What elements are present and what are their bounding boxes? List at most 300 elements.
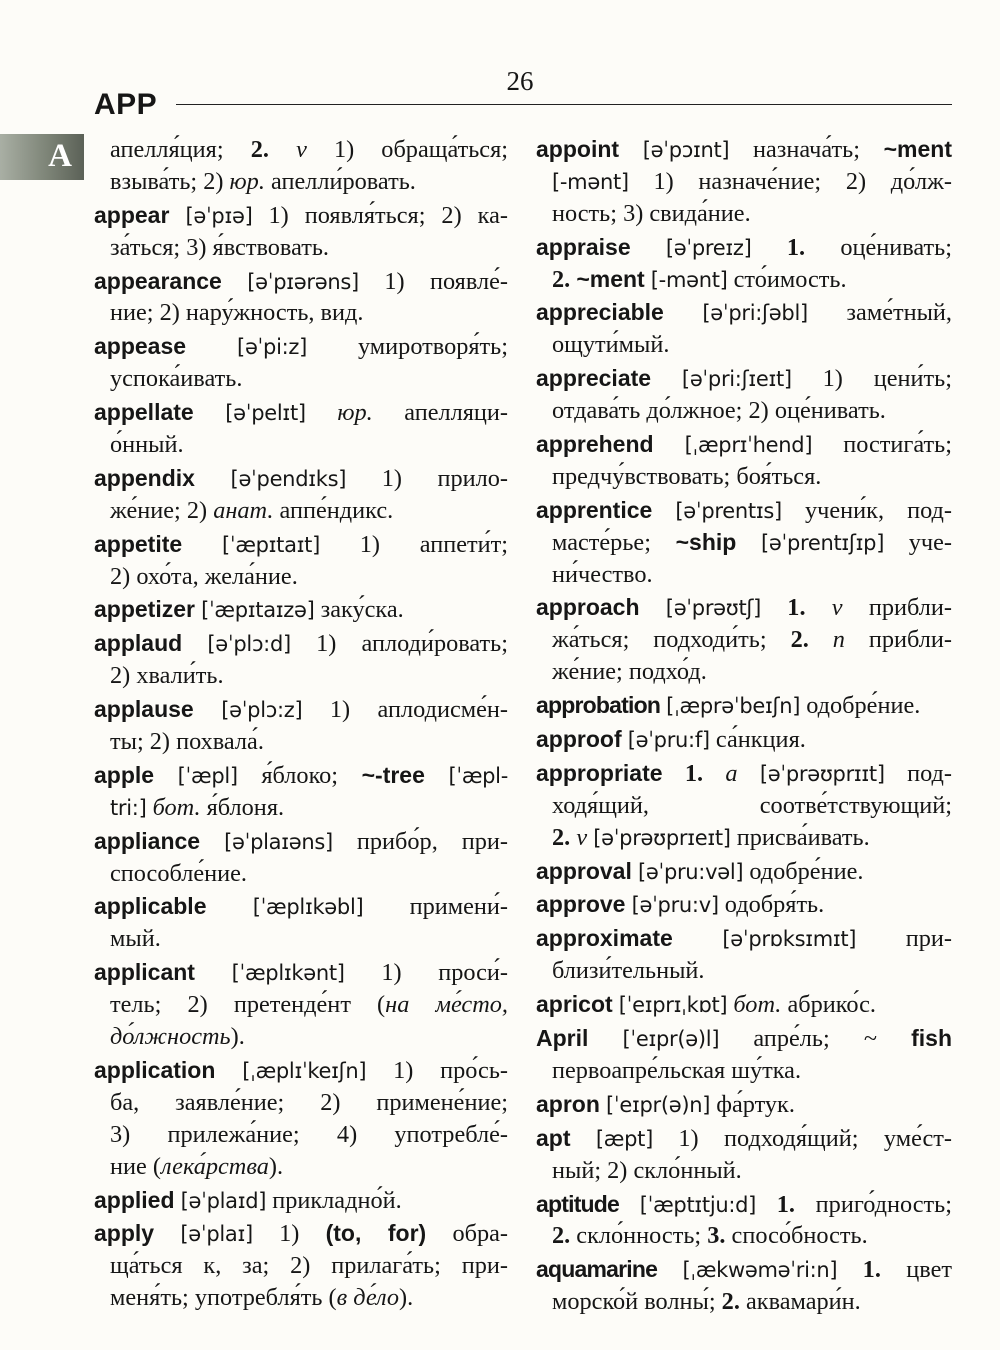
entry-line — [536, 1286, 952, 1318]
headword: applicant — [94, 959, 195, 986]
entry-line — [94, 297, 508, 329]
headword: application — [94, 1056, 216, 1083]
label-italic: анат. — [213, 496, 274, 524]
entry-text: успока́ивать. — [110, 365, 243, 393]
transcription: [ˌækwəməˈri:n] — [682, 1258, 838, 1283]
running-head: APP — [94, 88, 158, 121]
entry-text — [154, 762, 178, 789]
entry-text: сто́имость. — [727, 265, 847, 293]
transcription: [ˈæplɪkəbl] — [252, 895, 364, 920]
entry-text: ходя́щий, соотве́тствующий; — [552, 791, 952, 819]
headword: appetite — [94, 530, 183, 557]
derivative-word: ~-tree — [361, 761, 425, 788]
sense-number: 1. — [787, 594, 806, 622]
headword: apt — [536, 1124, 571, 1151]
entry-text: апелли́ровать. — [264, 167, 416, 195]
entry-text — [652, 497, 675, 524]
label-italic: лека́рства — [160, 1152, 269, 1180]
entry-text: жа́ться; подходи́ть; — [552, 626, 791, 654]
headword: appoint — [536, 136, 620, 162]
entry-line — [536, 134, 952, 166]
entry-text: назнача́ть; — [729, 136, 884, 163]
entry-line — [94, 694, 508, 726]
entry-line — [536, 1089, 952, 1121]
entry-text: прикладно́й. — [266, 1186, 402, 1214]
headword: appetizer — [94, 596, 195, 623]
entry-text: 1) про́сь- — [366, 1056, 509, 1084]
entry-text: одобре́ние. — [800, 692, 921, 720]
headword: appraise — [536, 233, 631, 260]
entry-text: ты; 2) похвала́. — [110, 728, 264, 756]
entry-text — [169, 202, 185, 229]
headword: applause — [94, 696, 194, 723]
transcription: [ˈæpɪtaɪzə] — [201, 598, 315, 623]
entry-text — [194, 696, 221, 723]
entry-line — [94, 1282, 508, 1314]
entry-line — [94, 760, 508, 792]
entry-line — [536, 624, 952, 656]
entry-line — [536, 1055, 952, 1087]
entry-text — [306, 399, 338, 426]
dictionary-column-left — [94, 134, 508, 1314]
entry-text: апре́ль; ~ — [719, 1025, 912, 1053]
label-italic: бот. — [152, 793, 201, 821]
headword: aptitude — [536, 1190, 620, 1217]
entry-line — [536, 724, 952, 756]
entry-text — [154, 1220, 180, 1247]
transcription: [əˈpru:vəl] — [637, 859, 744, 884]
entry-line — [94, 957, 508, 989]
entry-text: 1) аплоди́ровать; — [290, 630, 508, 658]
entry-text: 3) прилежа́ние; 4) употребле́- — [110, 1120, 508, 1148]
entry-line — [536, 856, 952, 888]
transcription: [əˈplɔ:z] — [221, 698, 303, 723]
entry-line — [94, 561, 508, 593]
sense-number: 3. — [707, 1222, 726, 1250]
sense-number: 1. — [776, 1190, 795, 1218]
entry-text: 1) цени́ть; — [791, 365, 952, 393]
transcription: [əˈplaɪ] — [180, 1222, 253, 1247]
headword: appropriate — [536, 759, 663, 786]
headword: appearance — [94, 267, 222, 294]
entry-text: за́ться; 3) я́вствовать. — [110, 233, 329, 261]
entry-text: 2) хвали́ть. — [110, 662, 224, 690]
entry-text: аппе́ндикс. — [273, 496, 394, 524]
sense-number: 1. — [786, 233, 806, 261]
dictionary-column-right — [536, 134, 952, 1318]
entry-text: 1) проси́- — [344, 959, 509, 987]
entry-text: скло́нность; — [570, 1222, 708, 1250]
entry-line — [94, 495, 508, 527]
entry-text — [571, 1125, 596, 1152]
entry-text: ный; 2) скло́нный. — [552, 1156, 742, 1184]
entry-line — [536, 264, 952, 296]
transcription: [əˈprəʊtʃ] — [665, 596, 762, 621]
thumb-index-tab — [0, 134, 84, 180]
entry-text — [186, 333, 237, 360]
entry-text — [619, 1191, 640, 1218]
entry-text: взыва́ть; 2) — [110, 167, 230, 195]
headword: approof — [536, 726, 622, 753]
sense-number: 2. — [552, 823, 571, 851]
headword: aquamarine — [536, 1256, 658, 1283]
transcription: [əˈprəʊprɪeɪt] — [593, 825, 731, 850]
entry-text — [182, 630, 207, 657]
entry-text: прибли- — [844, 626, 952, 654]
entry-text: ность; 3) свида́ние. — [552, 199, 751, 227]
entry-text — [664, 299, 703, 326]
entry-line — [536, 297, 952, 329]
entry-line — [94, 463, 508, 495]
headword: applaud — [94, 630, 183, 657]
entry-line — [536, 395, 952, 427]
entry-text — [222, 268, 247, 295]
entry-line — [536, 166, 952, 198]
transcription: [ˈeɪpr(ə)n] — [605, 1092, 711, 1117]
headword: apricot — [536, 991, 613, 1018]
headword: approach — [536, 594, 640, 621]
label-italic: юр. — [229, 167, 265, 195]
entry-line — [536, 1123, 952, 1155]
headword: appease — [94, 333, 187, 360]
entry-line — [94, 891, 508, 923]
entry-text — [673, 925, 723, 952]
transcription: [ˌæprɪˈhend] — [684, 433, 813, 458]
entry-line — [94, 166, 508, 198]
entry-line — [94, 660, 508, 692]
entry-text — [738, 760, 760, 787]
entry-text: меня́ть; употребля́ть ( — [110, 1284, 337, 1312]
transcription: [əˈpɪərəns] — [247, 269, 359, 294]
entry-line — [94, 363, 508, 395]
entry-text — [588, 1025, 622, 1052]
sense-number: 1. — [684, 759, 704, 787]
entry-text: умиротворя́ть; — [307, 333, 509, 361]
transcription: [ˈæpl- — [448, 763, 508, 788]
entry-line — [94, 1151, 508, 1183]
entry-line — [94, 792, 508, 824]
entry-line — [536, 232, 952, 264]
transcription: [əˈpi:z] — [237, 335, 307, 360]
label-italic: n — [832, 626, 845, 654]
entry-text: предчу́вствовать; боя́ться. — [552, 462, 822, 490]
entry-line — [536, 889, 952, 921]
headword: approbation — [536, 692, 661, 719]
entry-text — [206, 893, 252, 920]
entry-text: постига́ть; — [812, 431, 952, 459]
label-italic: v — [831, 594, 843, 622]
headword: applied — [94, 1186, 175, 1213]
entry-text: отдава́ть до́лжное; 2) оце́нивать. — [552, 397, 886, 425]
entry-text: ощути́мый. — [552, 331, 670, 359]
entry-text: мый. — [110, 925, 161, 953]
entry-text: апелля́ция; — [110, 136, 251, 163]
entry-text — [657, 1256, 682, 1283]
header-rule — [176, 104, 952, 105]
entry-text: под- — [884, 759, 952, 787]
entry-text: же́ние; подхо́д. — [552, 658, 707, 686]
entry-line — [94, 529, 508, 561]
label-italic: на ме́сто, — [385, 991, 508, 1019]
entry-line — [536, 559, 952, 591]
entry-text: же́ние; 2) — [110, 496, 214, 524]
derivative-word: ~ment — [883, 136, 953, 162]
transcription: [əˈpendɪks] — [230, 466, 347, 491]
entry-text: 2) охо́та, жела́ние. — [110, 562, 298, 590]
transcription: [əˈpɪə] — [185, 203, 253, 228]
entry-text — [837, 1256, 862, 1283]
entry-text — [182, 531, 222, 558]
transcription: [əˈpru:f] — [627, 728, 710, 753]
entry-text — [425, 762, 449, 789]
label-italic: a — [725, 759, 738, 787]
transcription: [əˈplɔ:d] — [207, 632, 291, 657]
headword: appreciable — [536, 299, 664, 326]
entry-text: близи́тельный. — [552, 957, 705, 985]
transcription: [ˈæpl] — [177, 763, 238, 788]
entry-text — [195, 959, 232, 986]
entry-text — [806, 594, 832, 621]
entry-text: 1) обраща́ться; — [306, 136, 509, 163]
entry-text: 1) аппети́т; — [320, 530, 508, 558]
entry-line — [94, 826, 508, 858]
entry-line — [536, 1023, 952, 1055]
entry-text: ). — [399, 1284, 414, 1312]
headword: apple — [94, 761, 155, 788]
entry-line — [536, 790, 952, 822]
entry-text: аквамари́н. — [739, 1288, 861, 1316]
headword: approximate — [536, 925, 673, 952]
entry-line — [94, 1055, 508, 1087]
transcription: [əˈplaɪd] — [180, 1188, 267, 1213]
entry-line — [94, 989, 508, 1021]
transcription: [əˈplaɪəns] — [224, 829, 333, 854]
transcription: [-mənt] — [552, 169, 629, 194]
headword: appliance — [94, 827, 201, 854]
sense-number: 1. — [862, 1256, 881, 1284]
sense-number: 2. — [552, 265, 571, 293]
page-number: 26 — [506, 66, 534, 96]
entry-text — [736, 529, 761, 556]
headword: applicable — [94, 893, 207, 920]
entry-text — [269, 136, 296, 163]
transcription: [ˈeɪprɪˌkɒt] — [618, 993, 728, 1018]
headword: approval — [536, 857, 632, 884]
label-italic: юр. — [337, 399, 373, 427]
transcription: [ˌæplɪˈkeɪʃn] — [242, 1058, 367, 1083]
entry-text — [195, 465, 231, 492]
entry-text: о́нный. — [110, 431, 184, 459]
entry-text — [756, 1191, 777, 1218]
entry-text — [215, 1057, 242, 1084]
entry-text: одобре́ние. — [743, 857, 864, 885]
entry-text: абрико́с. — [781, 991, 876, 1019]
transcription: [əˈpri:ʃəbl] — [702, 301, 808, 326]
entry-text: морско́й волны́; — [552, 1288, 722, 1316]
entry-line — [536, 923, 952, 955]
derivative-word: (to, for) — [325, 1220, 427, 1247]
entry-text: обра- — [426, 1220, 508, 1248]
derivative-word: ~ship — [675, 528, 737, 555]
transcription: [əˈpreɪz] — [665, 235, 752, 260]
entry-text: ние ( — [110, 1152, 161, 1180]
entry-text — [654, 431, 685, 458]
headword: apprehend — [536, 431, 654, 458]
entry-text: первоапре́льская шу́тка. — [552, 1056, 802, 1084]
entry-line — [94, 397, 508, 429]
entry-line — [94, 1185, 508, 1217]
entry-text: заме́тный, — [807, 299, 952, 327]
label-italic: v — [576, 823, 588, 851]
entry-line — [94, 628, 508, 660]
entry-line — [94, 1087, 508, 1119]
entry-text: масте́рье; — [552, 528, 676, 556]
derivative-word: ~ment — [576, 265, 645, 292]
entry-text: приго́дность; — [795, 1190, 952, 1218]
entry-text — [640, 594, 666, 621]
entry-line — [536, 758, 952, 790]
entry-line — [536, 1155, 952, 1187]
entry-line — [536, 527, 952, 559]
entry-text: я́блоко; — [237, 761, 362, 789]
transcription: [əˈpɔɪnt] — [642, 138, 730, 162]
entry-text: 1) — [252, 1220, 326, 1248]
entry-text — [194, 399, 226, 426]
entry-line — [536, 656, 952, 688]
headword: appellate — [94, 399, 194, 426]
headword: approve — [536, 891, 626, 918]
entry-text: апелляци- — [372, 399, 508, 427]
label-italic: до́лжность — [110, 1023, 231, 1051]
label-italic: в де́ло — [336, 1284, 400, 1312]
entry-text: уче- — [884, 528, 952, 556]
transcription: [ˈæpɪtaɪt] — [221, 532, 321, 557]
transcription: [əˈprɒksɪmɪt] — [722, 927, 857, 952]
entry-text: способле́ние. — [110, 859, 248, 887]
transcription: [-mənt] — [650, 267, 728, 292]
entry-text — [200, 828, 224, 855]
entry-text: 1) подходя́щий; уме́ст- — [652, 1124, 952, 1152]
sense-number: 2. — [721, 1288, 740, 1316]
entry-line — [536, 1254, 952, 1286]
entry-text: ). — [268, 1152, 284, 1180]
entry-line — [536, 495, 952, 527]
entry-line — [94, 331, 508, 363]
sense-number: 2. — [250, 136, 269, 163]
transcription: [ˌæprəˈbeɪʃn] — [666, 694, 801, 719]
transcription: [ˈæptɪtju:d] — [639, 1192, 757, 1217]
entry-line — [94, 923, 508, 955]
entry-line — [536, 1189, 952, 1221]
entry-line — [536, 198, 952, 230]
entry-text: ние; 2) нару́жность, вид. — [110, 299, 364, 327]
transcription: [əˈpelɪt] — [225, 401, 306, 426]
entry-line — [536, 955, 952, 987]
entry-text: 1) появле́- — [358, 267, 509, 295]
entry-text: одобря́ть. — [718, 891, 825, 919]
label-italic: v — [296, 136, 307, 163]
entry-line — [94, 1250, 508, 1282]
transcription: [əˈprentɪs] — [675, 498, 782, 523]
entry-text — [761, 594, 787, 621]
headword: apprentice — [536, 496, 653, 523]
entry-text: фа́ртук. — [710, 1090, 795, 1118]
entry-line — [94, 266, 508, 298]
entry-line — [94, 429, 508, 461]
entry-text: при- — [856, 925, 952, 953]
transcription: [ˈeɪpr(ə)l] — [622, 1027, 720, 1052]
entry-line — [94, 1021, 508, 1053]
transcription: tri:] — [110, 795, 147, 820]
entry-text: оце́нивать; — [805, 233, 953, 261]
entry-text: цвет — [880, 1256, 952, 1284]
entry-text: 1) появля́ться; 2) ка- — [252, 201, 508, 229]
transcription: [æpt] — [595, 1126, 653, 1151]
sense-number: 2. — [790, 626, 809, 654]
entry-line — [94, 1119, 508, 1151]
entry-text: спосо́бность. — [725, 1222, 868, 1250]
entry-text — [809, 626, 833, 653]
thumb-index-letter: A — [48, 138, 72, 174]
entry-text: примени́- — [363, 893, 508, 921]
entry-line — [94, 858, 508, 890]
entry-line — [94, 232, 508, 264]
headword: apron — [536, 1090, 600, 1117]
entry-text — [663, 760, 685, 787]
entry-line — [94, 1218, 508, 1250]
entry-text: ща́ться к, за; 2) прилага́ть; при- — [110, 1252, 508, 1280]
entry-line — [536, 461, 952, 493]
entry-text: са́нкция. — [709, 726, 806, 754]
entry-text — [631, 234, 666, 261]
entry-text — [752, 234, 787, 261]
entry-line — [536, 363, 952, 395]
entry-text: тель; 2) претенде́нт ( — [110, 991, 386, 1019]
transcription: [ˈæplɪkənt] — [231, 961, 345, 986]
transcription: [əˈpru:v] — [631, 893, 719, 918]
headword: appreciate — [536, 365, 652, 392]
entry-line — [94, 134, 508, 166]
transcription: [əˈprəʊprɪɪt] — [759, 761, 885, 786]
headword: appendix — [94, 464, 195, 491]
entry-text: заку́ска. — [314, 596, 404, 624]
entry-line — [536, 822, 952, 854]
entry-text — [619, 136, 643, 163]
label-italic: бот. — [733, 991, 782, 1019]
entry-text: присва́ивать. — [730, 823, 870, 851]
entry-line — [536, 592, 952, 624]
entry-line — [536, 989, 952, 1021]
entry-line — [94, 200, 508, 232]
entry-line — [94, 594, 508, 626]
sense-number: 2. — [552, 1222, 571, 1250]
entry-text — [651, 365, 682, 392]
entry-text: прибо́р, при- — [332, 827, 509, 855]
entry-text: учени́к, под- — [781, 496, 952, 524]
entry-text: 1) назначе́ние; 2) до́лж- — [628, 167, 952, 195]
entry-text — [703, 760, 725, 787]
entry-text: ни́чество. — [552, 560, 653, 588]
entry-line — [536, 1220, 952, 1252]
transcription: [əˈprentɪʃɪp] — [760, 530, 885, 555]
entry-text: прибли- — [842, 594, 952, 622]
transcription: [əˈpri:ʃɪeɪt] — [681, 367, 792, 392]
entry-line — [94, 726, 508, 758]
entry-line — [536, 429, 952, 461]
entry-text: я́блоня. — [200, 793, 285, 821]
entry-text: 1) аплодисме́н- — [302, 696, 508, 724]
entry-line — [536, 329, 952, 361]
